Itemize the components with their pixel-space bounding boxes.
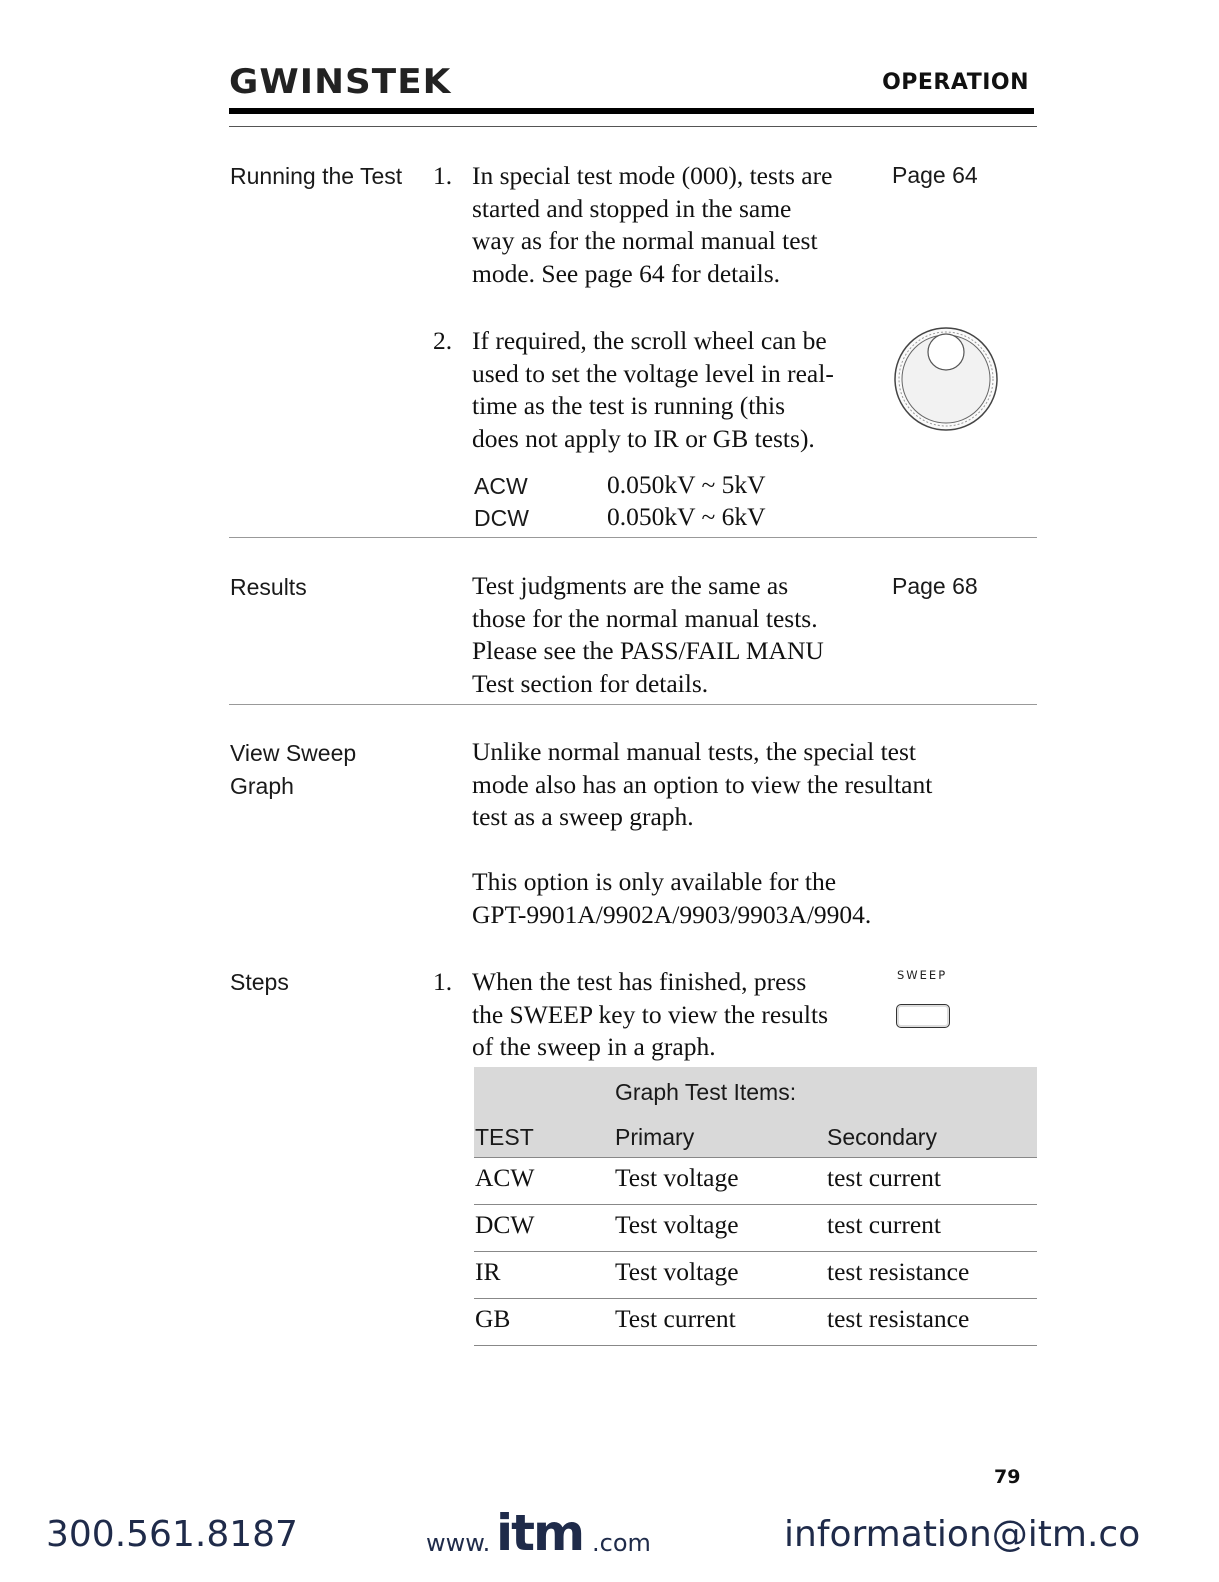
text-line: mode also has an option to view the resultant bbox=[472, 769, 933, 799]
steps-label: Steps bbox=[230, 969, 289, 995]
text-line: the SWEEP key to view the results bbox=[472, 999, 828, 1029]
text-line: GPT-9901A/9902A/9903/9903A/9904. bbox=[472, 899, 872, 929]
section-title: OPERATION bbox=[882, 70, 1029, 95]
footer-www[interactable]: www. bbox=[426, 1529, 491, 1557]
cell-primary: Test voltage bbox=[615, 1210, 739, 1239]
cell-primary: Test voltage bbox=[615, 1257, 739, 1286]
range-acw-value: 0.050kV ~ 5kV bbox=[607, 470, 766, 499]
column-header-test: TEST bbox=[475, 1124, 534, 1150]
table-header bbox=[474, 1067, 1037, 1158]
text-line: When the test has finished, press bbox=[472, 967, 807, 996]
text-line: those for the normal manual tests. bbox=[472, 603, 818, 633]
text-line: started and stopped in the same bbox=[472, 193, 792, 223]
cell-secondary: test resistance bbox=[827, 1257, 970, 1286]
label-line: Graph bbox=[230, 773, 294, 799]
page-ref-68[interactable]: Page 68 bbox=[892, 573, 978, 599]
cell-primary: Test current bbox=[615, 1304, 736, 1333]
footer-phone[interactable]: 300.561.8187 bbox=[46, 1514, 298, 1555]
text-line: Test section for details. bbox=[472, 668, 709, 698]
running-step1-text bbox=[472, 160, 832, 290]
steps-step1-number: 1. bbox=[433, 967, 453, 996]
cell-test: DCW bbox=[475, 1210, 535, 1239]
text-line: used to set the voltage level in real- bbox=[472, 358, 834, 388]
view-sweep-para2 bbox=[472, 866, 871, 931]
running-step1-number: 1. bbox=[433, 161, 453, 190]
footer-itm-logo[interactable]: itm bbox=[496, 1504, 584, 1562]
range-acw-label: ACW bbox=[474, 473, 528, 499]
results-label: Results bbox=[230, 574, 307, 600]
column-header-primary: Primary bbox=[615, 1124, 695, 1150]
graph-test-items-table bbox=[474, 1067, 1037, 1346]
cell-secondary: test current bbox=[827, 1163, 941, 1192]
text-line: In special test mode (000), tests are bbox=[472, 161, 833, 190]
text-line: of the sweep in a graph. bbox=[472, 1032, 716, 1062]
footer-email[interactable]: information@itm.co bbox=[784, 1514, 1141, 1555]
running-step2-text bbox=[472, 325, 834, 455]
text-line: Test judgments are the same as bbox=[472, 571, 789, 600]
text-line: This option is only available for the bbox=[472, 867, 837, 896]
view-sweep-para1 bbox=[472, 736, 932, 834]
text-line: mode. See page 64 for details. bbox=[472, 258, 781, 288]
text-line: time as the test is running (this bbox=[472, 391, 786, 421]
column-header-secondary: Secondary bbox=[827, 1124, 937, 1150]
results-text bbox=[472, 570, 824, 700]
table-row bbox=[474, 1299, 1037, 1346]
view-sweep-label bbox=[230, 737, 356, 803]
text-line: way as for the normal manual test bbox=[472, 226, 818, 256]
brand-logo: GWINSTEK bbox=[229, 62, 452, 102]
cell-primary: Test voltage bbox=[615, 1163, 739, 1192]
cell-test: ACW bbox=[475, 1163, 535, 1192]
header-rule-thin bbox=[229, 126, 1037, 127]
running-step2-number: 2. bbox=[433, 326, 453, 355]
cell-secondary: test current bbox=[827, 1210, 941, 1239]
table-title: Graph Test Items: bbox=[615, 1079, 797, 1105]
running-test-label: Running the Test bbox=[230, 163, 403, 189]
text-line: Unlike normal manual tests, the special test bbox=[472, 737, 917, 766]
table-row bbox=[474, 1158, 1037, 1205]
header-rule-thick bbox=[229, 108, 1034, 114]
table-row bbox=[474, 1252, 1037, 1299]
sweep-key-icon bbox=[896, 1004, 950, 1028]
range-dcw-value: 0.050kV ~ 6kV bbox=[607, 502, 766, 531]
text-line: If required, the scroll wheel can be bbox=[472, 326, 827, 355]
text-line: test as a sweep graph. bbox=[472, 802, 694, 832]
text-line: does not apply to IR or GB tests). bbox=[472, 423, 815, 453]
section-divider bbox=[229, 704, 1037, 705]
page-number: 79 bbox=[994, 1466, 1021, 1488]
cell-secondary: test resistance bbox=[827, 1304, 970, 1333]
section-divider bbox=[229, 537, 1037, 538]
footer-com[interactable]: .com bbox=[592, 1529, 651, 1557]
cell-test: GB bbox=[475, 1304, 511, 1333]
text-line: Please see the PASS/FAIL MANU bbox=[472, 636, 824, 666]
scroll-wheel-icon bbox=[893, 326, 999, 432]
label-line: View Sweep bbox=[230, 740, 357, 766]
page-ref-64[interactable]: Page 64 bbox=[892, 162, 978, 188]
sweep-key-label: SWEEP bbox=[897, 968, 948, 982]
steps-step1-text bbox=[472, 966, 828, 1064]
table-row bbox=[474, 1205, 1037, 1252]
range-dcw-label: DCW bbox=[474, 505, 529, 531]
cell-test: IR bbox=[475, 1257, 501, 1286]
